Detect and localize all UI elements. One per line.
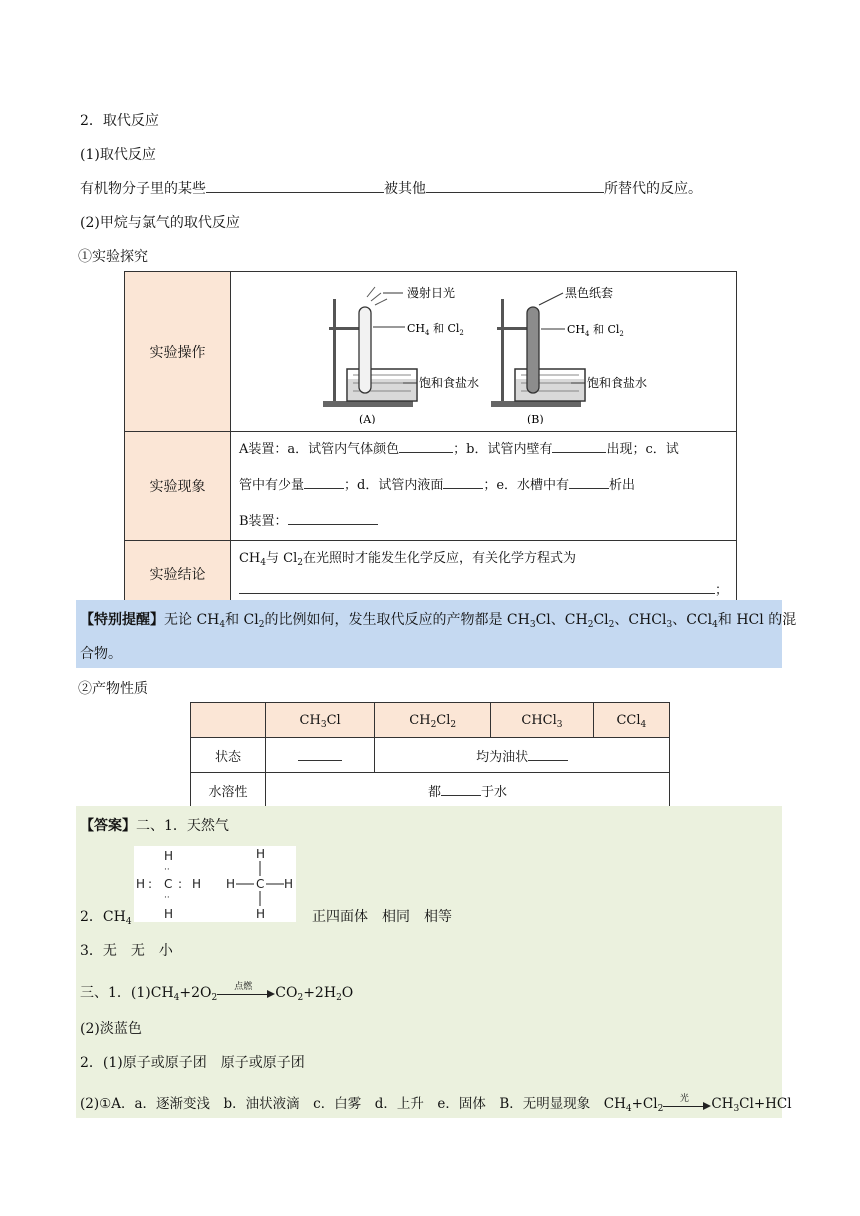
- label-salt-a: 饱和食盐水: [419, 376, 480, 390]
- svg-text:H: H: [256, 847, 266, 861]
- label-salt-b: 饱和食盐水: [587, 376, 648, 390]
- apparatus-figure: [230, 272, 736, 432]
- product-heading: ②产物性质: [78, 681, 148, 697]
- definition-line: [80, 178, 702, 198]
- tip-line-1: 【特别提醒】无论 $CH_4$和 $Cl_2$的比例如何，发生取代反应的产物都是 $CH_3Cl$、$CH_2Cl_2$、CHCl$_3$、CCl$_4$和 HCl 的混: [80, 612, 797, 630]
- tip-label: 【特别提醒】: [80, 612, 164, 628]
- answer-line-5: (2)淡蓝色: [80, 1021, 142, 1037]
- state-all: 均为油状: [375, 738, 670, 773]
- blank-2: [426, 178, 604, 193]
- answer-line-7: (2)①A．a．逐渐变浅 b．油状液滴 c．白雾 d．上升 e．固体 B．无明显现象 $CH_4+Cl_2$ 光 $CH_3Cl+HCl$: [80, 1093, 792, 1114]
- special-tip-box: [76, 600, 797, 668]
- caption-b: (B): [527, 413, 545, 424]
- svg-text:··: ··: [164, 865, 170, 875]
- phenomenon-cell: [230, 432, 736, 541]
- answer-line-6: 2．(1)原子或原子团 原子或原子团: [80, 1055, 305, 1071]
- svg-text::: :: [148, 877, 153, 891]
- conclusion-line-2: ；: [239, 575, 728, 607]
- answer-label: 【答案】: [80, 818, 136, 834]
- svg-text:H: H: [192, 877, 202, 891]
- methane-structure: [134, 846, 296, 922]
- svg-text:··: ··: [164, 893, 170, 903]
- def-text-b: 被其他: [384, 181, 426, 197]
- answer-line-4: 三、1．$(1)CH_4+2O_2$ 点燃 $CO_2+2H_2O$: [80, 982, 354, 1003]
- apparatus-b: [491, 293, 585, 407]
- svg-text:H: H: [136, 877, 146, 891]
- answer-line-2: 2．$CH_4$: [80, 909, 132, 927]
- phenomenon-line-1: A装置：a．试管内气体颜色 ；b．试管内壁有 出现；c．试: [239, 432, 728, 468]
- svg-text:H: H: [164, 907, 174, 921]
- product-table: [190, 702, 670, 808]
- experiment-table: [124, 271, 737, 608]
- row-solubility-label: 水溶性: [191, 773, 266, 808]
- label-cover: 黑色纸套: [565, 286, 614, 300]
- conclusion-line-1: $CH_4$与 $Cl_2$在光照时才能发生化学反应，有关化学方程式为: [238, 551, 577, 568]
- svg-text:H: H: [256, 907, 266, 921]
- section-title: 2．取代反应: [80, 113, 159, 129]
- svg-text:H: H: [164, 849, 174, 863]
- apparatus-a: [323, 287, 417, 407]
- header-chcl3: CHCl$_3$: [491, 703, 594, 738]
- header-ccl4: CCl$_4$: [593, 703, 669, 738]
- svg-text:H: H: [284, 877, 294, 891]
- phenomenon-line-3: B装置：: [239, 504, 728, 540]
- subsection-1: (1)取代反应: [80, 147, 156, 163]
- svg-text:C: C: [256, 877, 265, 891]
- header-ch3cl: $CH_3Cl$: [266, 703, 375, 738]
- label-light: 漫射日光: [407, 286, 456, 300]
- label-gas-a: $CH_4$ 和 $Cl_2$: [407, 322, 465, 337]
- row-label-operation: 实验操作: [125, 272, 231, 432]
- answer-box: [76, 806, 792, 1118]
- svg-text:C: C: [164, 877, 173, 891]
- experiment-heading: ①实验探究: [78, 249, 148, 265]
- answer-line-2-tail: 正四面体 相同 相等: [312, 909, 452, 925]
- header-ch2cl2: $CH_2Cl_2$: [375, 703, 491, 738]
- svg-text:H: H: [226, 877, 236, 891]
- answer-line-3: 3．无 无 小: [80, 943, 173, 959]
- conclusion-cell: [230, 541, 736, 608]
- phenomenon-line-2: 管中有少量 ；d．试管内液面 ；e．水槽中有 析出: [239, 468, 728, 504]
- caption-a: (A): [359, 413, 377, 424]
- apparatus-diagram: [313, 279, 653, 424]
- row-label-phenomenon: 实验现象: [125, 432, 231, 541]
- svg-text::: :: [178, 877, 183, 891]
- electron-formula-figure: [134, 846, 296, 922]
- tip-line-2: 合物。: [80, 646, 122, 662]
- blank-1: [206, 178, 384, 193]
- def-text-c: 所替代的反应。: [604, 181, 702, 197]
- state-blank: [266, 738, 375, 773]
- solubility-cell: 都 于水: [266, 773, 670, 808]
- answer-line-1: 【答案】二、1．天然气: [80, 818, 229, 834]
- header-empty: [191, 703, 266, 738]
- subsection-2: (2)甲烷与氯气的取代反应: [80, 215, 240, 231]
- row-label-conclusion: 实验结论: [125, 541, 231, 608]
- label-gas-b: $CH_4$ 和 $Cl_2$: [567, 323, 625, 338]
- reaction-arrow-light: 光: [663, 1098, 711, 1112]
- def-text-a: 有机物分子里的某些: [80, 181, 206, 197]
- row-state-label: 状态: [191, 738, 266, 773]
- reaction-arrow-ignite: 点燃: [217, 986, 275, 1000]
